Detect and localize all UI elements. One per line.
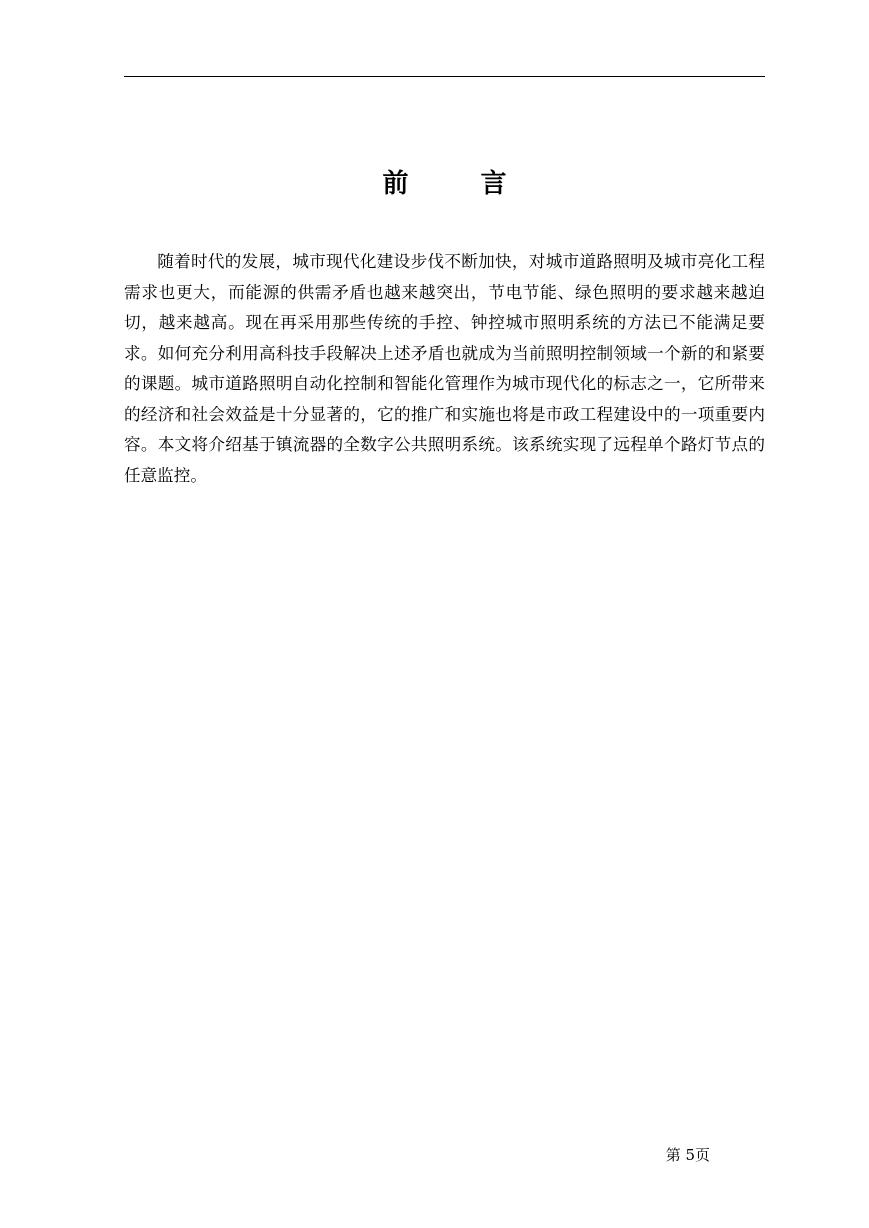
header-rule bbox=[124, 76, 765, 77]
body-paragraph: 随着时代的发展，城市现代化建设步伐不断加快，对城市道路照明及城市亮化工程需求也更大，而能源的供需矛盾也越来越突出，节电节能、绿色照明的要求越来越迫切，越来越高。现在再采用那些传统的手控、钟控城市照明系统的方法已不能满足要求。如何充分利用高科技手段解决上述矛盾也就成为当前照明控制领域一个新的和紧要的课题。城市道路照明自动化控制和智能化管理作为城市现代化的标志之一，它所带来的经济和社会效益是十分显著的，它的推广和实施也将是市政工程建设中的一项重要内容。本文将介绍基于镇流器的全数字公共照明系统。该系统实现了远程单个路灯节点的任意监控。 bbox=[124, 252, 765, 485]
page-number: 第 5页 bbox=[665, 1146, 710, 1164]
page-title: 前言 bbox=[382, 169, 579, 199]
